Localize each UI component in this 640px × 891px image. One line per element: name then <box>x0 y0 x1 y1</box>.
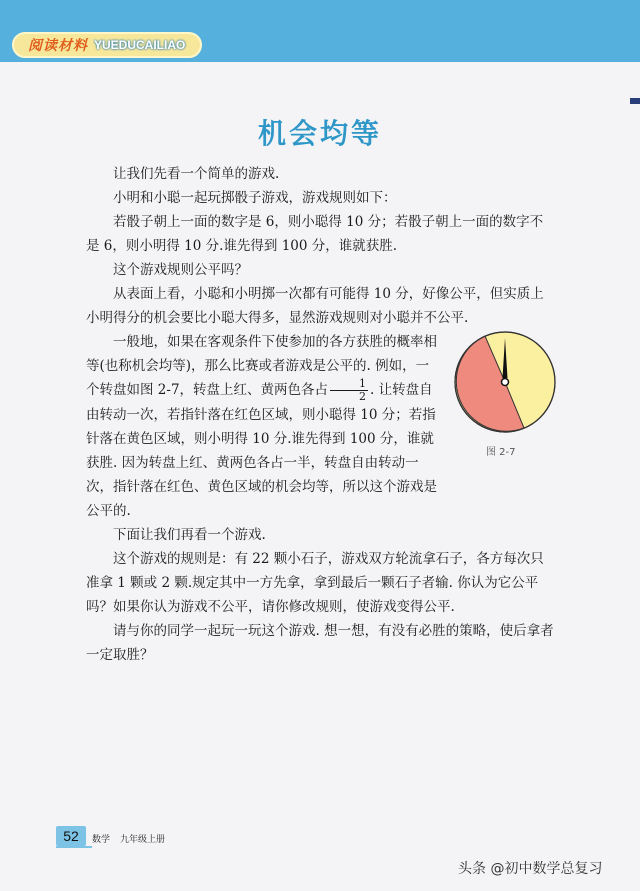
paragraph-analysis: 从表面上看，小聪和小明掷一次都有可能得 10 分，好像公平，但实质上小明得分的机会要比小聪大得多，显然游戏规则对小聪并不公平. <box>86 286 544 326</box>
section-tag <box>12 32 202 58</box>
paragraph-challenge: 请与你的同学一起玩一玩这个游戏. 想一想，有没有必胜的策略，使后拿者一定取胜？ <box>86 623 554 663</box>
watermark: 头条 @初中数学总复习 <box>458 861 603 877</box>
fraction-one-half <box>330 378 368 403</box>
spinner-figure <box>452 318 558 438</box>
grade-label: 九年级上册 <box>120 835 166 845</box>
paragraph-question: 这个游戏规则公平吗？ <box>113 262 248 278</box>
figure-caption: 图 2-7 <box>486 447 516 458</box>
book-info <box>92 832 175 845</box>
footer-rule <box>56 846 92 848</box>
spinner-pivot <box>502 379 509 386</box>
fraction-denominator: 2 <box>359 390 367 403</box>
fraction-numerator: 1 <box>330 378 368 391</box>
paragraph-spinner-part2: . 让转盘自由转动一次，若指针落在红色区域，则小聪得 10 分；若指针落在黄色区域，则小明得 10 分.谁先得到 100 分，谁就获胜. 因为转盘上红、黄两色各占一半，转盘自由转动一次，指针落在红色、黄色区域的机会均等，所以这个游戏是公平的. <box>86 382 437 519</box>
paragraph-next-game: 下面让我们再看一个游戏. <box>113 527 266 543</box>
paragraph-spinner-part1: 一般地，如果在客观条件下使参加的各方获胜的概率相等(也称机会均等)，那么比赛或者游戏是公平的. 例如，一个转盘如图 2-7，转盘上红、黄两色各占 <box>86 334 437 398</box>
subject-label: 数学 <box>92 835 111 845</box>
edge-marker <box>630 98 640 104</box>
section-tag-en: YUEDUCAILIAO <box>94 38 186 52</box>
paragraph-stone-rules: 这个游戏的规则是：有 22 颗小石子，游戏双方轮流拿石子，各方每次只准拿 1 颗或 2 颗.规定其中一方先拿，拿到最后一颗石子者输. 你认为它公平吗？如果你认为游戏不公平，请你修改规则，使游戏变得公平. <box>86 551 544 615</box>
paragraph-intro: 让我们先看一个简单的游戏. <box>113 166 280 182</box>
paragraph-rules-intro: 小明和小聪一起玩掷骰子游戏，游戏规则如下： <box>113 190 397 206</box>
section-tag-cn: 阅读材料 <box>28 38 88 54</box>
paragraph-spinner <box>86 330 441 523</box>
page-number: 52 <box>56 826 86 846</box>
page-title: 机会均等 <box>257 117 382 150</box>
paragraph-dice-rules: 若骰子朝上一面的数字是 6，则小聪得 10 分；若骰子朝上一面的数字不是 6，则小明得 10 分.谁先得到 100 分，谁就获胜. <box>86 214 544 254</box>
